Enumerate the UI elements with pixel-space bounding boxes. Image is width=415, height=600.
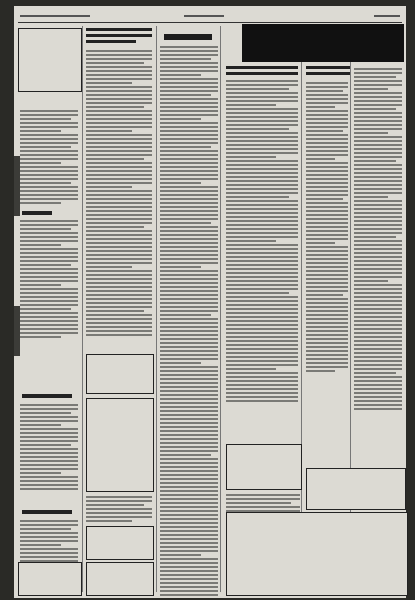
text-column: [86, 496, 152, 524]
subheading: [22, 211, 52, 215]
subheading: [22, 394, 72, 398]
ad-box: [306, 468, 406, 510]
column-rule: [82, 26, 83, 592]
ad-box: [86, 526, 154, 560]
ad-box: [18, 562, 82, 596]
headline: [226, 72, 298, 75]
column-rule: [220, 26, 221, 592]
zitountai-ad: [226, 444, 302, 490]
masthead-left-text: [20, 15, 90, 17]
header-box: [18, 28, 82, 92]
header-rule: [18, 22, 402, 23]
text-column: [86, 50, 152, 338]
headline: [306, 72, 350, 75]
ad-box: [86, 562, 154, 596]
headline: [306, 66, 350, 69]
headline: [226, 66, 298, 69]
text-column: [20, 110, 78, 206]
headline: [86, 34, 152, 37]
text-column: [20, 404, 78, 492]
column-rule: [156, 26, 157, 592]
tharros-ad: [86, 398, 154, 492]
text-column: [160, 46, 218, 598]
section-label: [164, 34, 212, 40]
poulountai-ad: [226, 512, 408, 596]
newspaper-page: [14, 6, 406, 598]
headline: [86, 28, 152, 31]
text-column: [354, 68, 402, 412]
subheading: [22, 510, 72, 514]
column-rule: [301, 26, 302, 592]
text-column: [226, 80, 298, 404]
headline: [86, 40, 136, 43]
masthead-page-number: [374, 15, 400, 17]
insurance-ad: [86, 354, 154, 394]
text-column: [306, 82, 348, 374]
text-column: [20, 220, 78, 340]
section-banner: [242, 24, 404, 62]
masthead-center-title: [184, 15, 224, 17]
